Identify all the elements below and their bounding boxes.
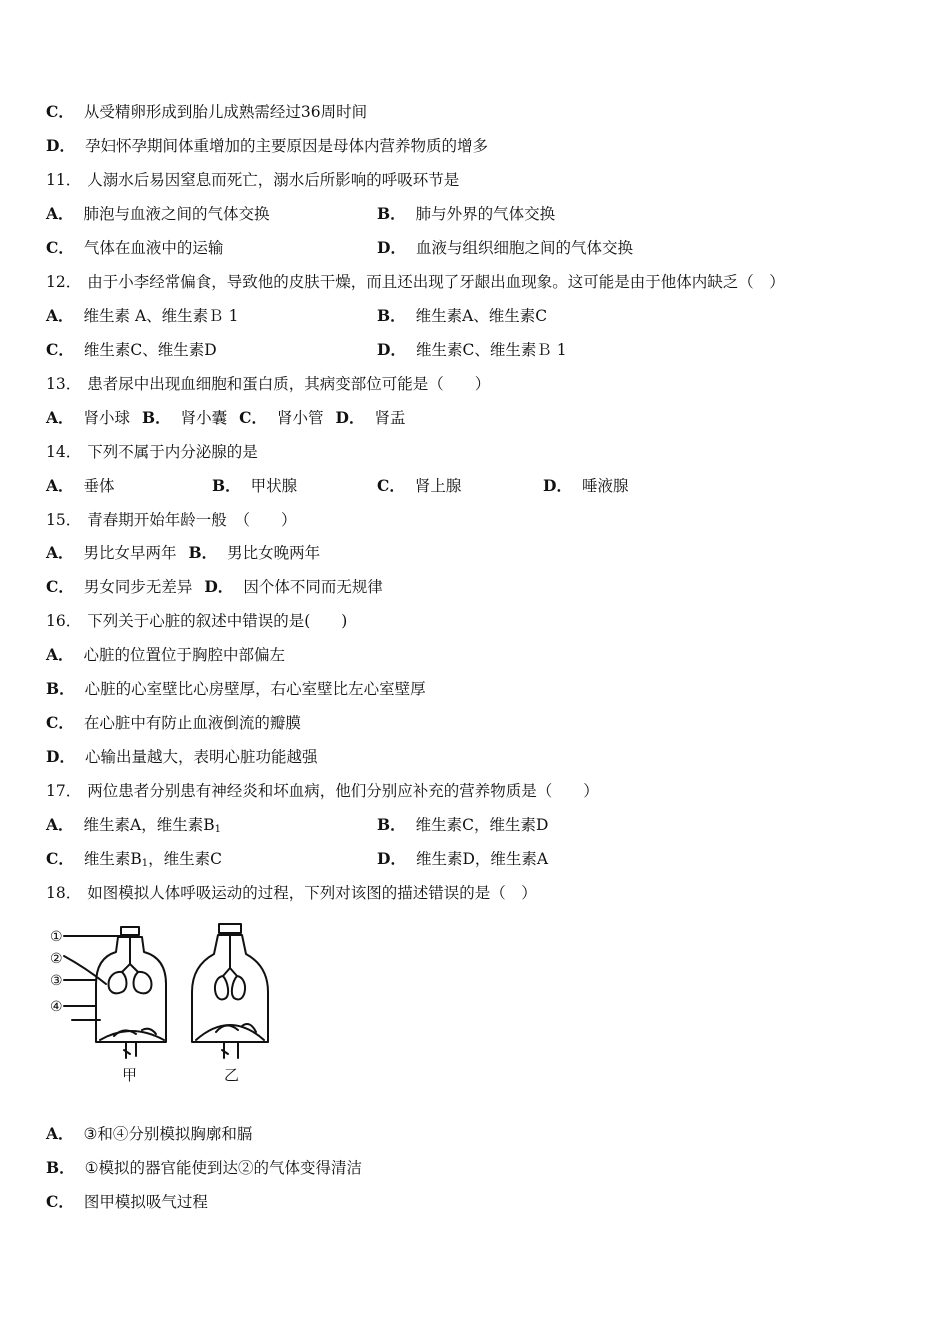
marker-4: ④ bbox=[50, 999, 63, 1015]
q12-option-d: D． 维生素C、维生素Ｂ 1 bbox=[377, 340, 567, 359]
q14-option-c: C． 肾上腺 bbox=[377, 476, 462, 495]
q14-option-d: D． 唾液腺 bbox=[543, 476, 629, 495]
question-13-options bbox=[46, 408, 418, 428]
q13-option-d: D． 肾盂 bbox=[335, 408, 406, 427]
question-17-options-row1 bbox=[46, 815, 906, 840]
question-14-stem: 14． 下列不属于内分泌腺的是 bbox=[46, 443, 258, 461]
q15-option-b: B． 男比女晚两年 bbox=[188, 543, 321, 562]
q12-option-a: A． 维生素 A、维生素Ｂ 1 bbox=[46, 306, 239, 325]
question-11-options-row1 bbox=[46, 204, 906, 224]
question-11-options-row2 bbox=[46, 238, 906, 258]
q17-option-c: C． 维生素$B_1$，维生素C bbox=[46, 849, 222, 869]
q11-option-a: A． 肺泡与血液之间的气体交换 bbox=[46, 204, 270, 223]
q15-option-c: C． 男女同步无差异 bbox=[46, 577, 193, 596]
q14-option-b: B． 甲状腺 bbox=[212, 476, 298, 495]
prev-option-d: D． 孕妇怀孕期间体重增加的主要原因是母体内营养物质的增多 bbox=[46, 136, 488, 155]
q16-option-c: C． 在心脏中有防止血液倒流的瓣膜 bbox=[46, 713, 301, 732]
q15-option-a: A． 男比女早两年 bbox=[46, 543, 177, 562]
q16-option-d: D． 心输出量越大，表明心脏功能越强 bbox=[46, 747, 318, 766]
question-17-options-row2 bbox=[46, 849, 906, 874]
q13-option-b: B． 肾小囊 bbox=[142, 408, 228, 427]
q11-option-c: C． 气体在血液中的运输 bbox=[46, 238, 224, 257]
question-15-options-row2 bbox=[46, 577, 383, 597]
breathing-model-figure bbox=[46, 922, 286, 1090]
question-17-stem: 17． 两位患者分别患有神经炎和坏血病，他们分别应补充的营养物质是（ ） bbox=[46, 782, 599, 800]
question-14-options bbox=[46, 476, 906, 496]
jar-right bbox=[192, 924, 268, 1058]
q15-option-d: D． 因个体不同而无规律 bbox=[204, 577, 383, 596]
marker-leaders bbox=[64, 936, 122, 1020]
q12-option-b: B． 维生素A、维生素C bbox=[377, 306, 548, 325]
q16-option-a: A． 心脏的位置位于胸腔中部偏左 bbox=[46, 645, 286, 664]
marker-3: ③ bbox=[50, 973, 63, 989]
question-15-options-row1 bbox=[46, 543, 320, 563]
caption-jia: 甲 bbox=[122, 1066, 138, 1084]
question-12-stem: 12． 由于小李经常偏食，导致他的皮肤干燥，而且还出现了牙龈出血现象。这可能是由于他体内缺乏（ ） bbox=[46, 273, 785, 291]
caption-yi: 乙 bbox=[224, 1066, 240, 1084]
q11-option-d: D． 血液与组织细胞之间的气体交换 bbox=[377, 238, 633, 257]
marker-2: ② bbox=[50, 951, 63, 967]
jar-left bbox=[96, 927, 166, 1058]
q17-option-b: B． 维生素C，维生素D bbox=[377, 815, 549, 834]
q14-option-a: A． 垂体 bbox=[46, 476, 115, 495]
question-16-stem: 16． 下列关于心脏的叙述中错误的是( ) bbox=[46, 612, 348, 630]
q18-option-c: C． 图甲模拟吸气过程 bbox=[46, 1192, 208, 1211]
q17-option-a: A． 维生素A，维生素$B_1$ bbox=[46, 815, 221, 835]
q13-option-c: C． 肾小管 bbox=[239, 408, 324, 427]
bell-jar-diagram bbox=[46, 922, 286, 1090]
question-15-stem: 15． 青春期开始年龄一般 （ ） bbox=[46, 511, 297, 529]
q16-option-b: B． 心脏的心室壁比心房壁厚，右心室壁比左心室壁厚 bbox=[46, 679, 426, 698]
q13-option-a: A． 肾小球 bbox=[46, 408, 131, 427]
question-11-stem: 11． 人溺水后易因窒息而死亡，溺水后所影响的呼吸环节是 bbox=[46, 171, 460, 189]
question-13-stem: 13． 患者尿中出现血细胞和蛋白质，其病变部位可能是（ ） bbox=[46, 375, 491, 393]
marker-1: ① bbox=[50, 929, 63, 945]
q18-option-a: A． ③和④分别模拟胸廓和膈 bbox=[46, 1124, 253, 1143]
prev-option-c: C． 从受精卵形成到胎儿成熟需经过36周时间 bbox=[46, 102, 368, 121]
q18-option-b: B． ①模拟的器官能使到达②的气体变得清洁 bbox=[46, 1158, 363, 1177]
question-18-stem: 18． 如图模拟人体呼吸运动的过程，下列对该图的描述错误的是（ ） bbox=[46, 884, 537, 902]
question-12-options-row1 bbox=[46, 306, 906, 326]
stopper-right bbox=[219, 924, 241, 933]
q12-option-c: C． 维生素C、维生素D bbox=[46, 340, 217, 359]
q11-option-b: B． 肺与外界的气体交换 bbox=[377, 204, 556, 223]
question-12-options-row2 bbox=[46, 340, 906, 360]
q17-option-d: D． 维生素D，维生素A bbox=[377, 849, 549, 868]
stopper-left bbox=[121, 927, 139, 935]
